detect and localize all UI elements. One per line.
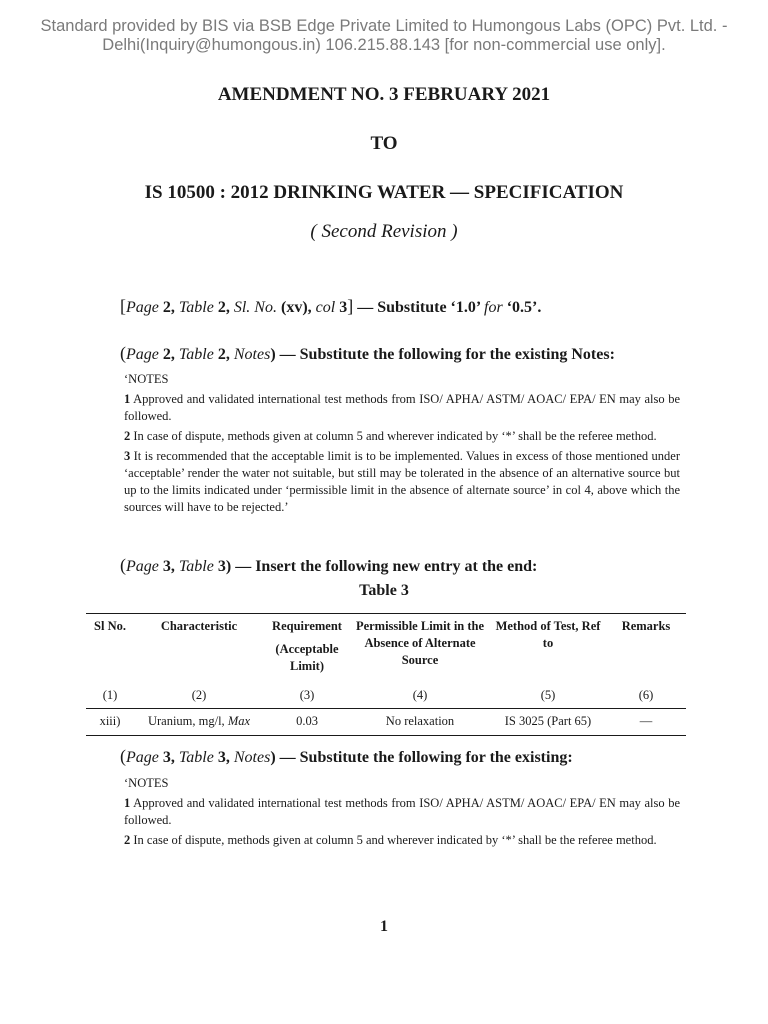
ref-notes: Notes: [233, 749, 271, 766]
instruction-1-text-a: — Substitute ‘1.0’: [353, 299, 485, 316]
ref-table: Table: [178, 346, 214, 363]
table-row: [86, 709, 686, 736]
paren-open: (: [120, 555, 126, 575]
cell-method: IS 3025 (Part 65): [490, 709, 606, 736]
characteristic-max: Max: [227, 714, 251, 728]
ref-page: Page: [126, 346, 159, 363]
header-sl: Sl No.: [86, 614, 134, 682]
paren-open: (: [120, 746, 126, 766]
note-number: 1: [124, 796, 131, 810]
ref-table-num: 3: [217, 558, 226, 575]
paren-open: (: [120, 343, 126, 363]
ref-page-num: 3: [162, 749, 171, 766]
bracket-close: ]: [347, 296, 354, 316]
cell-requirement: 0.03: [264, 709, 350, 736]
ref-sl-val: (xv): [280, 299, 308, 316]
table-3: [86, 613, 686, 736]
col-num: (2): [134, 681, 264, 709]
revision-subtitle: ( Second Revision ): [310, 221, 458, 242]
note-text: In case of dispute, methods given at column 5 and wherever indicated by ‘*’ shall be the referee method.: [133, 833, 657, 847]
ref-sl: Sl. No.: [233, 299, 277, 316]
instruction-3-text: ) — Insert the following new entry at the end:: [225, 558, 538, 575]
note-item: [124, 832, 680, 849]
header-requirement-main: Requirement: [272, 619, 342, 633]
column-number-row: [86, 681, 686, 709]
ref-page-num: 3: [162, 558, 171, 575]
col-num: (1): [86, 681, 134, 709]
cell-remarks: —: [606, 709, 686, 736]
instruction-3: (Page 3, Table 3) — Insert the following new entry at the end:: [120, 555, 538, 575]
instruction-1: [Page 2, Table 2, Sl. No. (xv), col 3] — Substitute ‘1.0’ for ‘0.5’.: [120, 296, 542, 316]
watermark: [0, 17, 768, 55]
ref-table: Table: [178, 749, 214, 766]
col-num: (4): [350, 681, 490, 709]
standard-title: IS 10500 : 2012 DRINKING WATER — SPECIFICATION: [144, 182, 624, 203]
table-header-row: [86, 614, 686, 682]
header-remarks: Remarks: [606, 614, 686, 682]
note-text: Approved and validated international test methods from ISO/ APHA/ ASTM/ AOAC/ EPA/ EN may also be followed.: [124, 392, 680, 423]
page-number: 1: [380, 918, 388, 935]
note-item: [124, 428, 680, 445]
note-text: Approved and validated international test methods from ISO/ APHA/ ASTM/ AOAC/ EPA/ EN may also be followed.: [124, 796, 680, 827]
notes-heading: ‘NOTES: [124, 776, 169, 790]
ref-page: Page: [126, 299, 159, 316]
ref-page-num: 2: [162, 299, 171, 316]
instruction-1-text-b: ‘0.5’.: [502, 299, 542, 316]
note-number: 3: [124, 449, 131, 463]
cell-characteristic: [134, 709, 264, 736]
table-caption: Table 3: [359, 582, 409, 599]
note-item: [124, 391, 680, 425]
instruction-4-text: ) — Substitute the following for the existing:: [270, 749, 573, 766]
cell-sl: xiii): [86, 709, 134, 736]
instruction-2: (Page 2, Table 2, Notes) — Substitute the following for the existing Notes:: [120, 343, 615, 363]
ref-table-num: 2: [217, 346, 226, 363]
amendment-title: AMENDMENT NO. 3 FEBRUARY 2021: [217, 84, 551, 105]
note-number: 2: [124, 833, 131, 847]
amendment-to: TO: [370, 133, 398, 154]
note-number: 1: [124, 392, 131, 406]
note-item: [124, 448, 680, 516]
instruction-4: (Page 3, Table 3, Notes) — Substitute the following for the existing:: [120, 746, 573, 766]
characteristic-text: Uranium, mg/l,: [147, 714, 228, 728]
cell-permissible: No relaxation: [350, 709, 490, 736]
ref-page: Page: [126, 558, 159, 575]
notes-block-2: [124, 775, 680, 852]
ref-page-num: 2: [162, 346, 171, 363]
instruction-2-text: ) — Substitute the following for the existing Notes:: [270, 346, 615, 363]
note-number: 2: [124, 429, 131, 443]
ref-table-num: 2: [217, 299, 226, 316]
ref-notes: Notes: [233, 346, 271, 363]
header-requirement: [264, 614, 350, 682]
notes-heading: ‘NOTES: [124, 372, 169, 386]
header-requirement-sub: (Acceptable Limit): [275, 642, 339, 673]
header-method: Method of Test, Ref to: [490, 614, 606, 682]
col-num: (5): [490, 681, 606, 709]
header-characteristic: Characteristic: [134, 614, 264, 682]
ref-page: Page: [126, 749, 159, 766]
ref-col-num: 3: [339, 299, 348, 316]
ref-table-num: 3: [217, 749, 226, 766]
ref-table: Table: [178, 558, 214, 575]
col-num: (6): [606, 681, 686, 709]
col-num: (3): [264, 681, 350, 709]
ref-col: col: [315, 299, 336, 316]
note-item: [124, 795, 680, 829]
bracket-open: [: [120, 296, 126, 316]
note-text: It is recommended that the acceptable limit is to be implemented. Values in excess of those mentioned under ‘acceptable’ render the water not suitable, but still may be tolerated in the absence of an alternative source but up to the limits indicated under ‘permissible limit in the absence of alternate source’ in col 4, above which the sources will have to be rejected.’: [124, 449, 680, 514]
note-text: In case of dispute, methods given at column 5 and wherever indicated by ‘*’ shall be the referee method.: [133, 429, 657, 443]
header-permissible: Permissible Limit in the Absence of Alternate Source: [350, 614, 490, 682]
watermark-line-1: Standard provided by BIS via BSB Edge Private Limited to Humongous Labs (OPC) Pvt. Ltd. -: [40, 17, 728, 35]
ref-table: Table: [178, 299, 214, 316]
watermark-line-2: Delhi(Inquiry@humongous.in) 106.215.88.143 [for non-commercial use only].: [102, 36, 666, 54]
notes-block-1: [124, 371, 680, 519]
instruction-1-for: for: [484, 299, 503, 316]
